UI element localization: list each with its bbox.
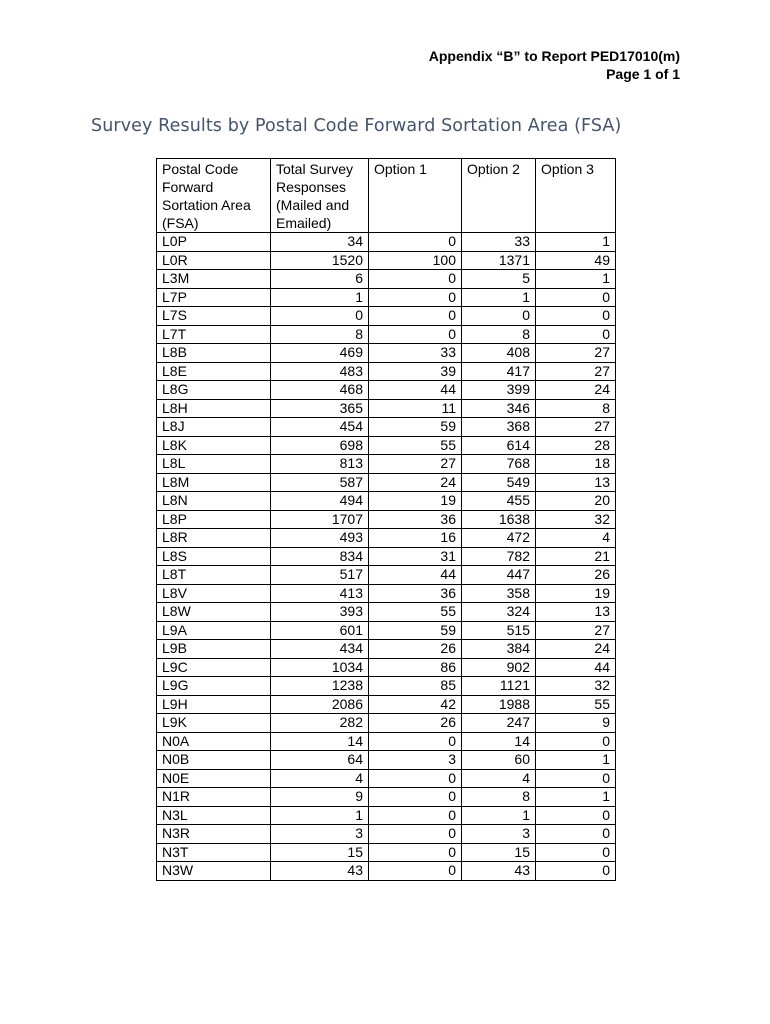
fsa-cell: L3M [157,270,271,289]
table-row [157,584,616,603]
table-row [157,732,616,751]
option-2-cell: 1 [462,288,536,307]
option-1-cell: 59 [369,621,462,640]
option-2-cell: 384 [462,640,536,659]
header-line: (Mailed and [276,197,350,213]
total-responses-cell: 587 [271,473,369,492]
total-responses-cell: 1238 [271,677,369,696]
table-row [157,455,616,474]
option-1-cell: 55 [369,603,462,622]
column-header-option-2 [462,159,536,233]
option-1-cell: 0 [369,862,462,881]
option-3-cell: 13 [536,603,616,622]
total-responses-cell: 4 [271,769,369,788]
total-responses-cell: 64 [271,751,369,770]
option-2-cell: 768 [462,455,536,474]
option-3-cell: 21 [536,547,616,566]
total-responses-cell: 469 [271,344,369,363]
option-2-cell: 346 [462,399,536,418]
table-row [157,751,616,770]
option-3-cell: 44 [536,658,616,677]
option-2-cell: 60 [462,751,536,770]
fsa-cell: N3W [157,862,271,881]
option-2-cell: 1638 [462,510,536,529]
fsa-cell: L8J [157,418,271,437]
option-2-cell: 455 [462,492,536,511]
table-row [157,510,616,529]
header-line: Postal Code [162,161,239,177]
appendix-label: Appendix “B” to Report PED17010(m) [428,48,680,64]
option-2-cell: 549 [462,473,536,492]
table-row [157,862,616,881]
option-1-cell: 36 [369,584,462,603]
option-3-cell: 9 [536,714,616,733]
option-2-cell: 3 [462,825,536,844]
column-header-option-3 [536,159,616,233]
option-2-cell: 33 [462,233,536,252]
option-2-cell: 417 [462,362,536,381]
option-2-cell: 408 [462,344,536,363]
total-responses-cell: 698 [271,436,369,455]
fsa-cell: L8L [157,455,271,474]
fsa-cell: N3R [157,825,271,844]
table-row [157,769,616,788]
option-2-cell: 1371 [462,251,536,270]
option-2-cell: 1988 [462,695,536,714]
option-1-cell: 0 [369,843,462,862]
header-line: Total Survey [276,161,354,177]
table-row [157,381,616,400]
total-responses-cell: 14 [271,732,369,751]
option-3-cell: 27 [536,344,616,363]
option-2-cell: 515 [462,621,536,640]
table-row [157,695,616,714]
page-title: Survey Results by Postal Code Forward Sortation Area (FSA) [91,116,622,136]
option-2-cell: 902 [462,658,536,677]
option-2-cell: 247 [462,714,536,733]
fsa-cell: L8B [157,344,271,363]
header-line: Option 3 [541,161,594,177]
fsa-cell: N3L [157,806,271,825]
table-row [157,640,616,659]
total-responses-cell: 282 [271,714,369,733]
fsa-cell: L8G [157,381,271,400]
option-1-cell: 86 [369,658,462,677]
option-1-cell: 0 [369,732,462,751]
option-2-cell: 5 [462,270,536,289]
total-responses-cell: 834 [271,547,369,566]
option-2-cell: 782 [462,547,536,566]
table-row [157,603,616,622]
table-header-row [157,159,616,233]
table-row [157,233,616,252]
option-3-cell: 0 [536,825,616,844]
total-responses-cell: 434 [271,640,369,659]
option-1-cell: 36 [369,510,462,529]
fsa-cell: L8H [157,399,271,418]
total-responses-cell: 601 [271,621,369,640]
option-3-cell: 27 [536,621,616,640]
option-2-cell: 43 [462,862,536,881]
header-line: Responses [276,179,347,195]
option-3-cell: 24 [536,640,616,659]
option-2-cell: 1121 [462,677,536,696]
option-2-cell: 472 [462,529,536,548]
total-responses-cell: 483 [271,362,369,381]
fsa-cell: L8K [157,436,271,455]
option-1-cell: 0 [369,788,462,807]
total-responses-cell: 34 [271,233,369,252]
total-responses-cell: 454 [271,418,369,437]
total-responses-cell: 1034 [271,658,369,677]
option-2-cell: 358 [462,584,536,603]
fsa-cell: L9B [157,640,271,659]
total-responses-cell: 6 [271,270,369,289]
table-row [157,529,616,548]
option-3-cell: 27 [536,362,616,381]
fsa-cell: N0A [157,732,271,751]
option-2-cell: 614 [462,436,536,455]
table-row [157,307,616,326]
fsa-cell: N0E [157,769,271,788]
option-1-cell: 0 [369,288,462,307]
table-row [157,566,616,585]
total-responses-cell: 1 [271,288,369,307]
option-1-cell: 85 [369,677,462,696]
option-3-cell: 0 [536,732,616,751]
option-3-cell: 0 [536,862,616,881]
fsa-cell: L0R [157,251,271,270]
total-responses-cell: 43 [271,862,369,881]
header-line: Sortation Area [162,197,251,213]
table-row [157,677,616,696]
option-1-cell: 100 [369,251,462,270]
total-responses-cell: 15 [271,843,369,862]
total-responses-cell: 0 [271,307,369,326]
option-3-cell: 0 [536,288,616,307]
option-2-cell: 14 [462,732,536,751]
fsa-cell: L8E [157,362,271,381]
table-row [157,251,616,270]
header-line: Forward [162,179,214,195]
option-1-cell: 0 [369,307,462,326]
table-row [157,714,616,733]
total-responses-cell: 468 [271,381,369,400]
table-row [157,825,616,844]
table-row [157,362,616,381]
option-3-cell: 8 [536,399,616,418]
option-2-cell: 324 [462,603,536,622]
total-responses-cell: 494 [271,492,369,511]
fsa-cell: L9K [157,714,271,733]
option-1-cell: 11 [369,399,462,418]
table-row [157,399,616,418]
header-line: Option 2 [467,161,520,177]
option-1-cell: 26 [369,640,462,659]
option-1-cell: 0 [369,769,462,788]
table-row [157,473,616,492]
fsa-cell: L8W [157,603,271,622]
option-1-cell: 59 [369,418,462,437]
table-row [157,658,616,677]
total-responses-cell: 393 [271,603,369,622]
report-header [429,47,680,83]
option-1-cell: 24 [369,473,462,492]
fsa-cell: L9C [157,658,271,677]
option-3-cell: 0 [536,769,616,788]
option-1-cell: 0 [369,806,462,825]
total-responses-cell: 3 [271,825,369,844]
option-3-cell: 32 [536,677,616,696]
fsa-cell: L8S [157,547,271,566]
table-row [157,436,616,455]
fsa-cell: N1R [157,788,271,807]
option-2-cell: 399 [462,381,536,400]
option-3-cell: 55 [536,695,616,714]
option-1-cell: 0 [369,270,462,289]
table-row [157,788,616,807]
option-3-cell: 1 [536,751,616,770]
fsa-cell: N3T [157,843,271,862]
table-row [157,621,616,640]
fsa-cell: L8T [157,566,271,585]
table-row [157,843,616,862]
column-header-total-responses [271,159,369,233]
option-2-cell: 8 [462,788,536,807]
fsa-cell: L9G [157,677,271,696]
option-1-cell: 16 [369,529,462,548]
total-responses-cell: 413 [271,584,369,603]
table-row [157,806,616,825]
option-3-cell: 1 [536,233,616,252]
table-row [157,288,616,307]
option-3-cell: 18 [536,455,616,474]
option-2-cell: 447 [462,566,536,585]
table-row [157,547,616,566]
option-1-cell: 26 [369,714,462,733]
header-line: (FSA) [162,215,199,231]
table-body [157,233,616,881]
option-3-cell: 0 [536,806,616,825]
fsa-cell: L8N [157,492,271,511]
total-responses-cell: 1 [271,806,369,825]
total-responses-cell: 365 [271,399,369,418]
option-3-cell: 0 [536,325,616,344]
option-3-cell: 0 [536,307,616,326]
fsa-cell: L9H [157,695,271,714]
fsa-cell: L8M [157,473,271,492]
option-2-cell: 368 [462,418,536,437]
survey-results-table [156,158,616,881]
table-row [157,492,616,511]
fsa-cell: L7S [157,307,271,326]
option-1-cell: 33 [369,344,462,363]
column-header-fsa [157,159,271,233]
option-3-cell: 24 [536,381,616,400]
option-1-cell: 44 [369,381,462,400]
total-responses-cell: 1707 [271,510,369,529]
option-3-cell: 32 [536,510,616,529]
option-1-cell: 0 [369,233,462,252]
option-3-cell: 49 [536,251,616,270]
option-3-cell: 1 [536,270,616,289]
total-responses-cell: 493 [271,529,369,548]
column-header-option-1 [369,159,462,233]
option-3-cell: 26 [536,566,616,585]
option-3-cell: 20 [536,492,616,511]
total-responses-cell: 1520 [271,251,369,270]
option-3-cell: 19 [536,584,616,603]
total-responses-cell: 8 [271,325,369,344]
table-row [157,325,616,344]
fsa-cell: N0B [157,751,271,770]
fsa-cell: L8R [157,529,271,548]
table-row [157,418,616,437]
option-2-cell: 15 [462,843,536,862]
total-responses-cell: 9 [271,788,369,807]
table-row [157,270,616,289]
option-2-cell: 8 [462,325,536,344]
option-1-cell: 0 [369,825,462,844]
option-3-cell: 28 [536,436,616,455]
option-2-cell: 1 [462,806,536,825]
fsa-cell: L0P [157,233,271,252]
option-3-cell: 13 [536,473,616,492]
page-number: Page 1 of 1 [606,66,680,82]
option-1-cell: 0 [369,325,462,344]
total-responses-cell: 517 [271,566,369,585]
option-3-cell: 27 [536,418,616,437]
fsa-cell: L7T [157,325,271,344]
option-1-cell: 19 [369,492,462,511]
option-3-cell: 4 [536,529,616,548]
header-line: Emailed) [276,215,332,231]
option-3-cell: 0 [536,843,616,862]
fsa-cell: L8V [157,584,271,603]
table-row [157,344,616,363]
option-1-cell: 55 [369,436,462,455]
fsa-cell: L7P [157,288,271,307]
option-1-cell: 31 [369,547,462,566]
option-1-cell: 27 [369,455,462,474]
option-1-cell: 39 [369,362,462,381]
total-responses-cell: 813 [271,455,369,474]
option-3-cell: 1 [536,788,616,807]
header-line: Option 1 [374,161,427,177]
fsa-cell: L9A [157,621,271,640]
option-1-cell: 3 [369,751,462,770]
option-1-cell: 42 [369,695,462,714]
fsa-cell: L8P [157,510,271,529]
option-2-cell: 0 [462,307,536,326]
total-responses-cell: 2086 [271,695,369,714]
option-1-cell: 44 [369,566,462,585]
option-2-cell: 4 [462,769,536,788]
